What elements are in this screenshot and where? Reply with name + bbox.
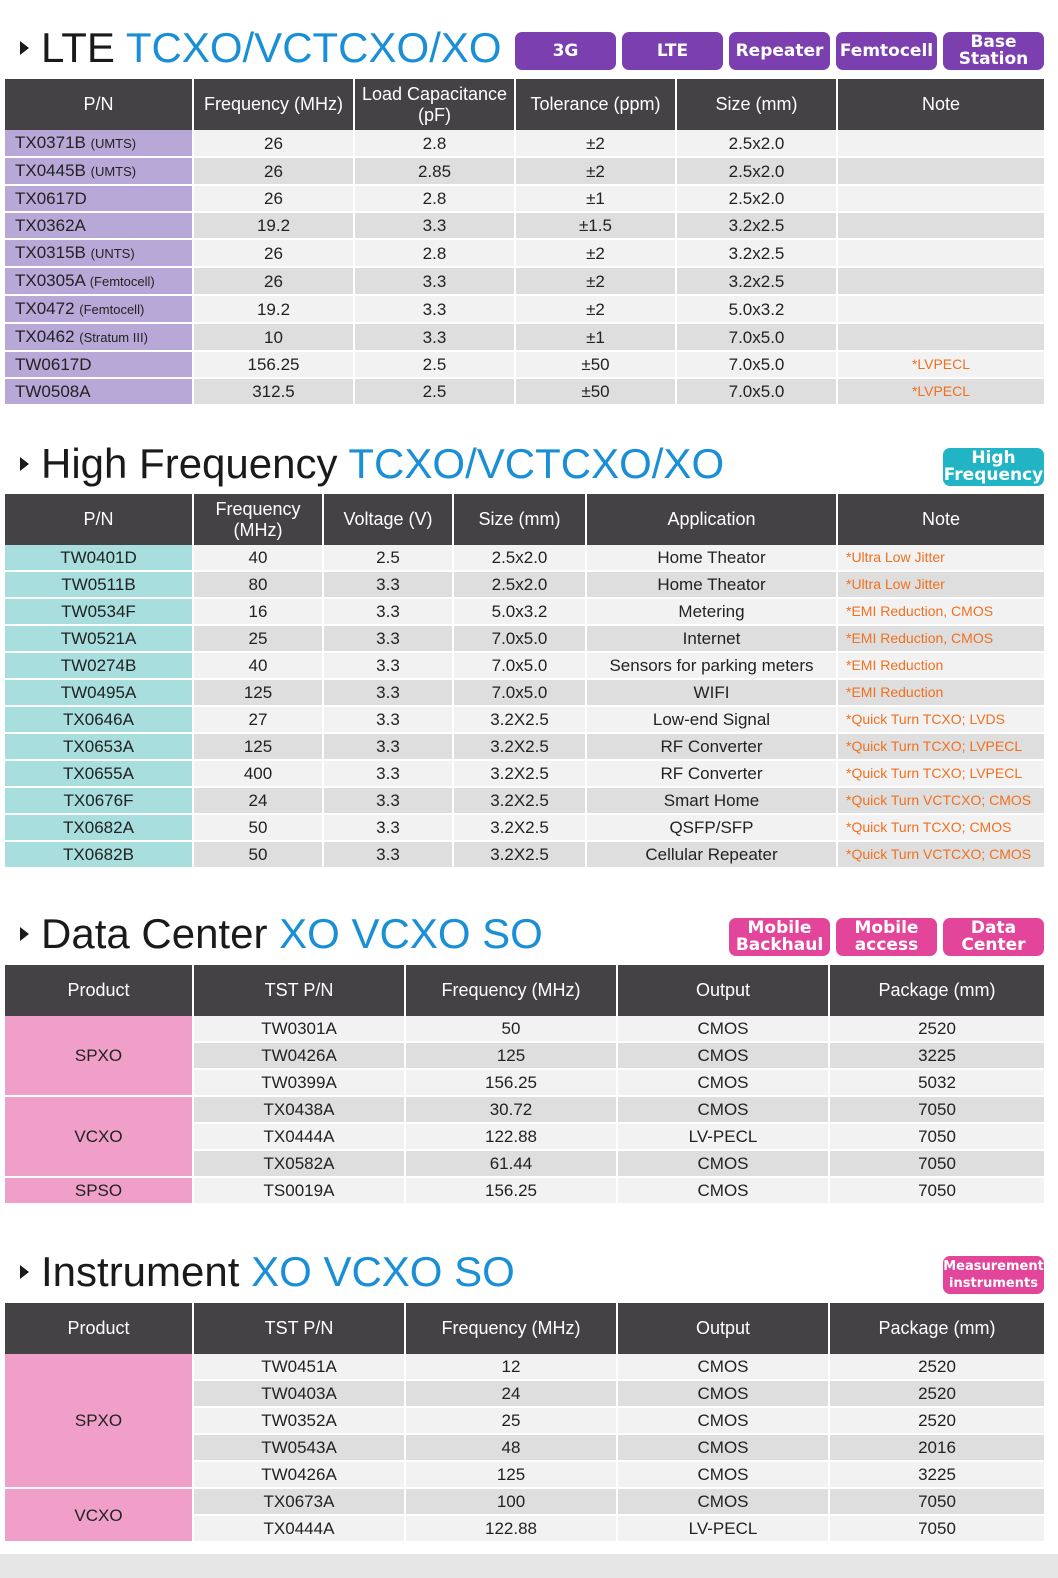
cell-application: Cellular Repeater bbox=[586, 841, 837, 868]
cell-size: 7.0x5.0 bbox=[676, 351, 837, 378]
tag-mobile-access: Mobile access bbox=[836, 918, 937, 956]
cell-note: *EMI Reduction bbox=[837, 679, 1044, 706]
header-pn: P/N bbox=[5, 79, 193, 130]
hf-title-black: High Frequency bbox=[41, 440, 338, 487]
cell-product: VCXO bbox=[5, 1096, 193, 1177]
cell-voltage: 3.3 bbox=[323, 760, 453, 787]
cell-package: 7050 bbox=[829, 1150, 1044, 1177]
pn-value: TX0371B bbox=[15, 133, 86, 152]
table-row bbox=[5, 239, 1044, 267]
cell-frequency: 80 bbox=[193, 571, 323, 598]
table-row bbox=[5, 157, 1044, 185]
cell-note bbox=[837, 295, 1044, 323]
cell-note: *Quick Turn TCXO; LVPECL bbox=[837, 760, 1044, 787]
cell-output: CMOS bbox=[617, 1016, 829, 1042]
cell-application: RF Converter bbox=[586, 760, 837, 787]
cell-load-capacitance: 2.5 bbox=[354, 351, 515, 378]
footer-bar bbox=[0, 1554, 1058, 1578]
cell-pn: TW0274B bbox=[5, 652, 193, 679]
tag-high-frequency: High Frequency bbox=[943, 448, 1044, 485]
inst-title-blue: XO VCXO SO bbox=[251, 1248, 515, 1295]
table-row bbox=[5, 571, 1044, 598]
cell-frequency: 10 bbox=[193, 323, 354, 351]
cell-package: 7050 bbox=[829, 1177, 1044, 1204]
cell-package: 2520 bbox=[829, 1016, 1044, 1042]
cell-frequency: 50 bbox=[193, 814, 323, 841]
cell-application: Metering bbox=[586, 598, 837, 625]
cell-frequency: 61.44 bbox=[405, 1150, 617, 1177]
cell-output: CMOS bbox=[617, 1177, 829, 1204]
pn-qualifier: (UMTS) bbox=[90, 136, 137, 151]
cell-frequency: 25 bbox=[193, 625, 323, 652]
pn-value: TX0617D bbox=[15, 189, 87, 208]
cell-tst-pn: TW0399A bbox=[193, 1069, 405, 1096]
table-row bbox=[5, 1096, 1044, 1123]
cell-tolerance: ±2 bbox=[515, 267, 676, 295]
cell-frequency: 156.25 bbox=[405, 1177, 617, 1204]
cell-frequency: 26 bbox=[193, 267, 354, 295]
table-row bbox=[5, 130, 1044, 157]
cell-frequency: 25 bbox=[405, 1407, 617, 1434]
cell-load-capacitance: 2.8 bbox=[354, 130, 515, 157]
table-row bbox=[5, 212, 1044, 239]
cell-pn: TX0682A bbox=[5, 814, 193, 841]
tag-base-station: Base Station bbox=[943, 32, 1044, 70]
cell-pn bbox=[5, 351, 193, 378]
cell-voltage: 3.3 bbox=[323, 841, 453, 868]
cell-tolerance: ±50 bbox=[515, 378, 676, 405]
cell-note: *Quick Turn TCXO; LVDS bbox=[837, 706, 1044, 733]
cell-note: *Quick Turn VCTCXO; CMOS bbox=[837, 841, 1044, 868]
cell-pn: TW0511B bbox=[5, 571, 193, 598]
tag-measurement-instruments: Measurement instruments bbox=[943, 1256, 1044, 1294]
cell-voltage: 3.3 bbox=[323, 625, 453, 652]
header-note: Note bbox=[837, 79, 1044, 130]
hf-title bbox=[20, 440, 724, 488]
cell-note bbox=[837, 157, 1044, 185]
cell-output: CMOS bbox=[617, 1434, 829, 1461]
cell-size: 2.5x2.0 bbox=[453, 545, 586, 571]
cell-size: 7.0x5.0 bbox=[676, 378, 837, 405]
cell-pn bbox=[5, 130, 193, 157]
cell-note bbox=[837, 130, 1044, 157]
cell-pn: TW0401D bbox=[5, 545, 193, 571]
cell-load-capacitance: 3.3 bbox=[354, 295, 515, 323]
pn-value: TX0305A bbox=[15, 271, 85, 290]
cell-frequency: 19.2 bbox=[193, 212, 354, 239]
cell-note bbox=[837, 239, 1044, 267]
pn-value: TX0315B bbox=[15, 243, 86, 262]
cell-voltage: 3.3 bbox=[323, 733, 453, 760]
cell-application: Home Theator bbox=[586, 571, 837, 598]
cell-package: 2520 bbox=[829, 1380, 1044, 1407]
cell-frequency: 50 bbox=[193, 841, 323, 868]
header-voltage: Voltage (V) bbox=[323, 494, 453, 545]
cell-frequency: 12 bbox=[405, 1354, 617, 1380]
cell-frequency: 125 bbox=[193, 679, 323, 706]
lte-table bbox=[5, 79, 1044, 406]
table-row bbox=[5, 625, 1044, 652]
cell-output: CMOS bbox=[617, 1488, 829, 1515]
pn-value: TX0362A bbox=[15, 216, 86, 235]
inst-tags bbox=[943, 1256, 1044, 1294]
cell-voltage: 3.3 bbox=[323, 652, 453, 679]
cell-frequency: 24 bbox=[193, 787, 323, 814]
cell-package: 7050 bbox=[829, 1123, 1044, 1150]
cell-package: 7050 bbox=[829, 1488, 1044, 1515]
table-row bbox=[5, 1488, 1044, 1515]
table-row bbox=[5, 1177, 1044, 1204]
cell-application: Internet bbox=[586, 625, 837, 652]
pn-qualifier: (UMTS) bbox=[90, 164, 137, 179]
cell-size: 7.0x5.0 bbox=[676, 323, 837, 351]
cell-pn bbox=[5, 267, 193, 295]
cell-frequency: 400 bbox=[193, 760, 323, 787]
table-row bbox=[5, 185, 1044, 212]
cell-size: 3.2x2.5 bbox=[676, 212, 837, 239]
table-row bbox=[5, 323, 1044, 351]
hf-table bbox=[5, 494, 1044, 869]
header-product: Product bbox=[5, 1303, 193, 1354]
cell-load-capacitance: 2.8 bbox=[354, 185, 515, 212]
cell-pn: TW0521A bbox=[5, 625, 193, 652]
cell-frequency: 19.2 bbox=[193, 295, 354, 323]
header-size: Size (mm) bbox=[453, 494, 586, 545]
cell-note: *Ultra Low Jitter bbox=[837, 545, 1044, 571]
table-row bbox=[5, 545, 1044, 571]
cell-note: *Quick Turn TCXO; CMOS bbox=[837, 814, 1044, 841]
cell-frequency: 30.72 bbox=[405, 1096, 617, 1123]
cell-frequency: 48 bbox=[405, 1434, 617, 1461]
cell-size: 3.2X2.5 bbox=[453, 760, 586, 787]
hf-tags bbox=[943, 448, 1044, 486]
dc-title-blue: XO VCXO SO bbox=[279, 910, 543, 957]
table-row bbox=[5, 1354, 1044, 1380]
cell-output: CMOS bbox=[617, 1461, 829, 1488]
cell-size: 2.5x2.0 bbox=[453, 571, 586, 598]
pn-qualifier: (UNTS) bbox=[90, 246, 135, 261]
cell-package: 7050 bbox=[829, 1515, 1044, 1542]
cell-frequency: 125 bbox=[405, 1461, 617, 1488]
pn-qualifier: (Femtocell) bbox=[79, 302, 145, 317]
cell-tst-pn: TX0444A bbox=[193, 1515, 405, 1542]
tag-lte: LTE bbox=[622, 32, 723, 70]
cell-pn bbox=[5, 378, 193, 405]
cell-note: *Ultra Low Jitter bbox=[837, 571, 1044, 598]
cell-tst-pn: TX0582A bbox=[193, 1150, 405, 1177]
dc-title-black: Data Center bbox=[41, 910, 268, 957]
header-frequency: Frequency (MHz) bbox=[193, 494, 323, 545]
cell-tst-pn: TW0426A bbox=[193, 1042, 405, 1069]
cell-output: CMOS bbox=[617, 1354, 829, 1380]
cell-voltage: 3.3 bbox=[323, 571, 453, 598]
cell-frequency: 125 bbox=[405, 1042, 617, 1069]
cell-output: CMOS bbox=[617, 1150, 829, 1177]
table-row bbox=[5, 1016, 1044, 1042]
table-row bbox=[5, 598, 1044, 625]
table-row bbox=[5, 295, 1044, 323]
cell-load-capacitance: 3.3 bbox=[354, 212, 515, 239]
cell-voltage: 3.3 bbox=[323, 706, 453, 733]
cell-pn bbox=[5, 212, 193, 239]
cell-frequency: 26 bbox=[193, 239, 354, 267]
cell-note bbox=[837, 212, 1044, 239]
cell-load-capacitance: 2.5 bbox=[354, 378, 515, 405]
cell-pn bbox=[5, 239, 193, 267]
table-row bbox=[5, 787, 1044, 814]
header-package: Package (mm) bbox=[829, 1303, 1044, 1354]
cell-frequency: 27 bbox=[193, 706, 323, 733]
cell-tst-pn: TX0438A bbox=[193, 1096, 405, 1123]
cell-tst-pn: TW0352A bbox=[193, 1407, 405, 1434]
lte-title bbox=[20, 24, 502, 72]
cell-tolerance: ±2 bbox=[515, 295, 676, 323]
pn-value: TX0445B bbox=[15, 161, 86, 180]
cell-note: *EMI Reduction, CMOS bbox=[837, 625, 1044, 652]
cell-note: *Quick Turn TCXO; LVPECL bbox=[837, 733, 1044, 760]
bullet-arrow-icon bbox=[20, 41, 29, 55]
cell-package: 2520 bbox=[829, 1354, 1044, 1380]
cell-package: 2520 bbox=[829, 1407, 1044, 1434]
bullet-arrow-icon bbox=[20, 1265, 29, 1279]
header-note: Note bbox=[837, 494, 1044, 545]
cell-load-capacitance: 2.85 bbox=[354, 157, 515, 185]
cell-load-capacitance: 3.3 bbox=[354, 267, 515, 295]
table-row bbox=[5, 679, 1044, 706]
cell-frequency: 24 bbox=[405, 1380, 617, 1407]
cell-product: VCXO bbox=[5, 1488, 193, 1542]
lte-tags bbox=[515, 32, 1044, 70]
cell-pn: TX0682B bbox=[5, 841, 193, 868]
table-row bbox=[5, 378, 1044, 405]
cell-package: 7050 bbox=[829, 1096, 1044, 1123]
cell-size: 3.2x2.5 bbox=[676, 239, 837, 267]
header-tst-pn: TST P/N bbox=[193, 965, 405, 1016]
cell-size: 7.0x5.0 bbox=[453, 679, 586, 706]
cell-package: 3225 bbox=[829, 1461, 1044, 1488]
cell-frequency: 40 bbox=[193, 545, 323, 571]
header-size: Size (mm) bbox=[676, 79, 837, 130]
cell-tst-pn: TW0543A bbox=[193, 1434, 405, 1461]
cell-size: 5.0x3.2 bbox=[453, 598, 586, 625]
inst-title-black: Instrument bbox=[41, 1248, 240, 1295]
hf-title-blue: TCXO/VCTCXO/XO bbox=[348, 440, 725, 487]
cell-application: Smart Home bbox=[586, 787, 837, 814]
cell-output: CMOS bbox=[617, 1380, 829, 1407]
pn-value: TW0508A bbox=[15, 382, 91, 401]
cell-load-capacitance: 3.3 bbox=[354, 323, 515, 351]
cell-pn: TX0655A bbox=[5, 760, 193, 787]
header-frequency: Frequency (MHz) bbox=[405, 1303, 617, 1354]
cell-size: 2.5x2.0 bbox=[676, 157, 837, 185]
header-tolerance: Tolerance (ppm) bbox=[515, 79, 676, 130]
dc-tags bbox=[729, 918, 1044, 956]
cell-pn: TX0646A bbox=[5, 706, 193, 733]
cell-tst-pn: TW0451A bbox=[193, 1354, 405, 1380]
cell-tst-pn: TS0019A bbox=[193, 1177, 405, 1204]
tag-repeater: Repeater bbox=[729, 32, 830, 70]
lte-title-blue: TCXO/VCTCXO/XO bbox=[125, 24, 502, 71]
cell-load-capacitance: 2.8 bbox=[354, 239, 515, 267]
cell-tolerance: ±1 bbox=[515, 323, 676, 351]
header-frequency: Frequency (MHz) bbox=[193, 79, 354, 130]
cell-output: LV-PECL bbox=[617, 1515, 829, 1542]
table-row bbox=[5, 733, 1044, 760]
table-row bbox=[5, 351, 1044, 378]
cell-tolerance: ±2 bbox=[515, 239, 676, 267]
cell-package: 2016 bbox=[829, 1434, 1044, 1461]
cell-application: Sensors for parking meters bbox=[586, 652, 837, 679]
header-package: Package (mm) bbox=[829, 965, 1044, 1016]
cell-frequency: 26 bbox=[193, 185, 354, 212]
cell-frequency: 125 bbox=[193, 733, 323, 760]
cell-voltage: 3.3 bbox=[323, 787, 453, 814]
cell-size: 3.2X2.5 bbox=[453, 814, 586, 841]
pn-value: TX0472 bbox=[15, 299, 75, 318]
header-output: Output bbox=[617, 1303, 829, 1354]
cell-product: SPXO bbox=[5, 1016, 193, 1096]
cell-frequency: 312.5 bbox=[193, 378, 354, 405]
cell-note: *EMI Reduction bbox=[837, 652, 1044, 679]
cell-package: 5032 bbox=[829, 1069, 1044, 1096]
cell-note: *EMI Reduction, CMOS bbox=[837, 598, 1044, 625]
cell-output: CMOS bbox=[617, 1042, 829, 1069]
cell-tst-pn: TW0403A bbox=[193, 1380, 405, 1407]
tag-mobile-backhaul: Mobile Backhaul bbox=[729, 918, 830, 956]
cell-tst-pn: TX0444A bbox=[193, 1123, 405, 1150]
pn-value: TX0462 bbox=[15, 327, 75, 346]
cell-frequency: 26 bbox=[193, 130, 354, 157]
cell-frequency: 26 bbox=[193, 157, 354, 185]
cell-voltage: 3.3 bbox=[323, 814, 453, 841]
cell-frequency: 122.88 bbox=[405, 1515, 617, 1542]
header-tst-pn: TST P/N bbox=[193, 1303, 405, 1354]
header-application: Application bbox=[586, 494, 837, 545]
cell-output: LV-PECL bbox=[617, 1123, 829, 1150]
cell-size: 3.2X2.5 bbox=[453, 733, 586, 760]
cell-tolerance: ±50 bbox=[515, 351, 676, 378]
cell-size: 3.2X2.5 bbox=[453, 706, 586, 733]
cell-tst-pn: TW0301A bbox=[193, 1016, 405, 1042]
table-row bbox=[5, 760, 1044, 787]
cell-application: WIFI bbox=[586, 679, 837, 706]
cell-product: SPSO bbox=[5, 1177, 193, 1204]
cell-note: *LVPECL bbox=[837, 351, 1044, 378]
tag-femtocell: Femtocell bbox=[836, 32, 937, 70]
cell-pn bbox=[5, 185, 193, 212]
cell-voltage: 3.3 bbox=[323, 679, 453, 706]
tag-3g: 3G bbox=[515, 32, 616, 70]
lte-title-black: LTE bbox=[41, 24, 115, 71]
cell-size: 7.0x5.0 bbox=[453, 652, 586, 679]
cell-size: 3.2X2.5 bbox=[453, 787, 586, 814]
header-frequency: Frequency (MHz) bbox=[405, 965, 617, 1016]
cell-tolerance: ±1 bbox=[515, 185, 676, 212]
cell-tolerance: ±1.5 bbox=[515, 212, 676, 239]
cell-frequency: 156.25 bbox=[193, 351, 354, 378]
cell-pn bbox=[5, 157, 193, 185]
cell-note: *Quick Turn VCTCXO; CMOS bbox=[837, 787, 1044, 814]
table-row bbox=[5, 814, 1044, 841]
header-product: Product bbox=[5, 965, 193, 1016]
cell-note bbox=[837, 323, 1044, 351]
dc-title bbox=[20, 910, 543, 958]
cell-frequency: 16 bbox=[193, 598, 323, 625]
cell-pn: TW0495A bbox=[5, 679, 193, 706]
table-row bbox=[5, 841, 1044, 868]
pn-qualifier: (Femtocell) bbox=[89, 274, 155, 289]
bullet-arrow-icon bbox=[20, 457, 29, 471]
cell-package: 3225 bbox=[829, 1042, 1044, 1069]
cell-size: 7.0x5.0 bbox=[453, 625, 586, 652]
dc-table bbox=[5, 965, 1044, 1205]
cell-tolerance: ±2 bbox=[515, 130, 676, 157]
cell-frequency: 50 bbox=[405, 1016, 617, 1042]
cell-note bbox=[837, 185, 1044, 212]
cell-note bbox=[837, 267, 1044, 295]
cell-tst-pn: TX0673A bbox=[193, 1488, 405, 1515]
cell-pn bbox=[5, 295, 193, 323]
inst-table bbox=[5, 1303, 1044, 1543]
header-pn: P/N bbox=[5, 494, 193, 545]
cell-product: SPXO bbox=[5, 1354, 193, 1488]
table-row bbox=[5, 706, 1044, 733]
cell-application: QSFP/SFP bbox=[586, 814, 837, 841]
cell-note: *LVPECL bbox=[837, 378, 1044, 405]
table-row bbox=[5, 652, 1044, 679]
cell-size: 3.2x2.5 bbox=[676, 267, 837, 295]
cell-voltage: 2.5 bbox=[323, 545, 453, 571]
cell-tst-pn: TW0426A bbox=[193, 1461, 405, 1488]
table-row bbox=[5, 267, 1044, 295]
cell-output: CMOS bbox=[617, 1407, 829, 1434]
cell-application: RF Converter bbox=[586, 733, 837, 760]
cell-pn: TX0676F bbox=[5, 787, 193, 814]
bullet-arrow-icon bbox=[20, 927, 29, 941]
cell-application: Home Theator bbox=[586, 545, 837, 571]
cell-size: 3.2X2.5 bbox=[453, 841, 586, 868]
cell-application: Low-end Signal bbox=[586, 706, 837, 733]
tag-data-center: Data Center bbox=[943, 918, 1044, 956]
cell-frequency: 156.25 bbox=[405, 1069, 617, 1096]
cell-tolerance: ±2 bbox=[515, 157, 676, 185]
pn-qualifier: (Stratum III) bbox=[79, 330, 148, 345]
cell-pn bbox=[5, 323, 193, 351]
cell-output: CMOS bbox=[617, 1069, 829, 1096]
cell-frequency: 122.88 bbox=[405, 1123, 617, 1150]
header-output: Output bbox=[617, 965, 829, 1016]
cell-size: 2.5x2.0 bbox=[676, 130, 837, 157]
cell-frequency: 40 bbox=[193, 652, 323, 679]
pn-value: TW0617D bbox=[15, 355, 92, 374]
cell-output: CMOS bbox=[617, 1096, 829, 1123]
cell-pn: TX0653A bbox=[5, 733, 193, 760]
cell-voltage: 3.3 bbox=[323, 598, 453, 625]
cell-pn: TW0534F bbox=[5, 598, 193, 625]
header-load-capacitance: Load Capacitance (pF) bbox=[354, 79, 515, 130]
inst-title bbox=[20, 1248, 515, 1296]
cell-size: 5.0x3.2 bbox=[676, 295, 837, 323]
cell-frequency: 100 bbox=[405, 1488, 617, 1515]
cell-size: 2.5x2.0 bbox=[676, 185, 837, 212]
